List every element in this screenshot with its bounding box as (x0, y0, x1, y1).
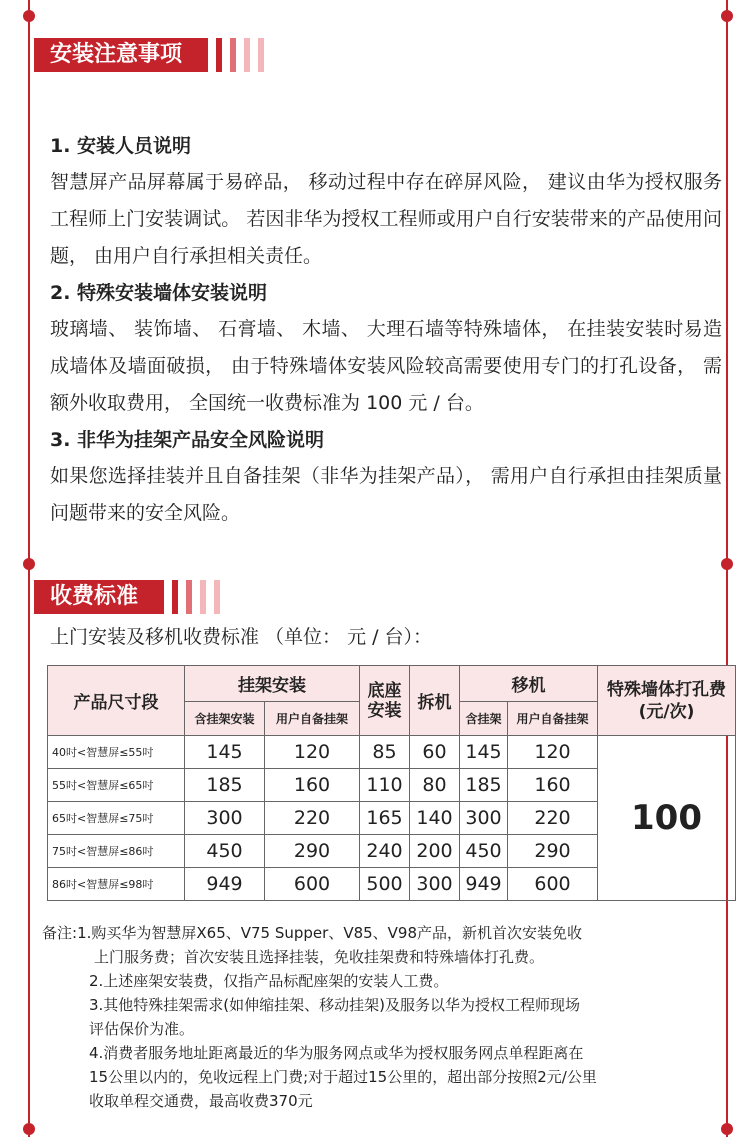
header-size: 产品尺寸段 (48, 666, 185, 736)
size-range: 40吋<智慧屏≤55吋 (48, 736, 185, 769)
border-dot (721, 1123, 733, 1135)
remark-4-line-1: 4.消费者服务地址距离最近的华为服务网点或华为授权服务网点单程距离在 (89, 1044, 584, 1062)
border-dot (721, 558, 733, 570)
header-base-install: 底座安装 (360, 666, 410, 736)
subheader-move-own-mount: 用户自备挂架 (508, 702, 598, 736)
note-body: 如果您选择挂装并且自备挂架（非华为挂架产品）， 需用户自行承担由挂架质量问题带来的安全风险。 (50, 465, 722, 524)
note-body: 玻璃墙、 装饰墙、 石膏墙、 木墙、 大理石墙等特殊墙体， 在挂装安装时易造成墙体及墙面破损， 由于特殊墙体安装风险较高需要使用专门的打孔设备， 需额外收取费用， 全国统一收费标准为 100 元 / 台。 (50, 318, 722, 414)
fee-removal: 80 (410, 769, 460, 802)
header-removal: 拆机 (410, 666, 460, 736)
border-dot (23, 1123, 35, 1135)
fee-base: 165 (360, 802, 410, 835)
section-header-install-notes (34, 38, 272, 72)
fee-base: 85 (360, 736, 410, 769)
remarks-prefix: 备注: (42, 924, 78, 942)
fee-move-with-mount: 949 (460, 868, 508, 901)
note-body: 智慧屏产品屏幕属于易碎品， 移动过程中存在碎屏风险， 建议由华为授权服务工程师上门安装调试。 若因非华为授权工程师或用户自行安装带来的产品使用问题， 由用户自行承担相关责任。 (50, 171, 722, 267)
subheader-own-mount: 用户自备挂架 (265, 702, 360, 736)
fee-removal: 60 (410, 736, 460, 769)
fee-move-with-mount: 185 (460, 769, 508, 802)
remarks (42, 922, 732, 1114)
remark-2: 2.上述座架安装费，仅指产品标配座架的安装人工费。 (89, 972, 449, 990)
border-dot (23, 10, 35, 22)
size-range: 75吋<智慧屏≤86吋 (48, 835, 185, 868)
remark-3-line-1: 3.其他特殊挂架需求(如伸缩挂架、移动挂架)及服务以华为授权工程师现场 (89, 996, 581, 1014)
fee-base: 110 (360, 769, 410, 802)
fee-with-mount: 145 (185, 736, 265, 769)
section-title: 收费标准 (34, 580, 164, 614)
fee-own-mount: 160 (265, 769, 360, 802)
fee-with-mount: 300 (185, 802, 265, 835)
fee-move-with-mount: 450 (460, 835, 508, 868)
fee-move-own-mount: 120 (508, 736, 598, 769)
fee-table (47, 665, 736, 901)
size-range: 55吋<智慧屏≤65吋 (48, 769, 185, 802)
fee-subtitle: 上门安装及移机收费标准 （单位： 元 / 台）： (50, 626, 433, 648)
subheader-with-mount: 含挂架安装 (185, 702, 265, 736)
note-heading: 3. 非华为挂架产品安全风险说明 (50, 429, 325, 451)
fee-removal: 200 (410, 835, 460, 868)
install-notes-content (50, 128, 722, 532)
size-range: 86吋<智慧屏≤98吋 (48, 868, 185, 901)
special-wall-unit: (元/次) (638, 701, 695, 722)
fee-removal: 140 (410, 802, 460, 835)
border-dot (23, 558, 35, 570)
size-range: 65吋<智慧屏≤75吋 (48, 802, 185, 835)
fee-move-own-mount: 220 (508, 802, 598, 835)
note-heading: 2. 特殊安装墙体安装说明 (50, 282, 268, 304)
header-mount-install: 挂架安装 (185, 666, 360, 702)
fee-with-mount: 185 (185, 769, 265, 802)
fee-with-mount: 949 (185, 868, 265, 901)
subheader-move-with-mount: 含挂架 (460, 702, 508, 736)
fee-move-own-mount: 600 (508, 868, 598, 901)
remark-4-line-3: 收取单程交通费，最高收费370元 (89, 1092, 313, 1110)
fee-own-mount: 120 (265, 736, 360, 769)
fee-with-mount: 450 (185, 835, 265, 868)
section-title: 安装注意事项 (34, 38, 208, 72)
header-special-wall (598, 666, 736, 736)
table-row (48, 736, 736, 769)
decorative-stripes (172, 580, 228, 614)
fee-own-mount: 600 (265, 868, 360, 901)
fee-own-mount: 220 (265, 802, 360, 835)
remark-1 (42, 922, 732, 944)
note-heading: 1. 安装人员说明 (50, 135, 192, 157)
fee-base: 500 (360, 868, 410, 901)
header-relocation: 移机 (460, 666, 598, 702)
fee-move-own-mount: 290 (508, 835, 598, 868)
special-wall-fee: 100 (598, 736, 736, 901)
fee-removal: 300 (410, 868, 460, 901)
remark-1-line-2: 上门服务费；首次安装且选择挂装，免收挂架费和特殊墙体打孔费。 (94, 948, 545, 966)
special-wall-label: 特殊墙体打孔费 (607, 679, 726, 700)
fee-move-with-mount: 300 (460, 802, 508, 835)
decorative-stripes (216, 38, 272, 72)
remark-3-line-2: 评估保价为准。 (89, 1020, 195, 1038)
fee-base: 240 (360, 835, 410, 868)
section-header-fees (34, 580, 228, 614)
fee-move-with-mount: 145 (460, 736, 508, 769)
remark-4-line-2: 15公里以内的，免收远程上门费;对于超过15公里的，超出部分按照2元/公里 (89, 1068, 597, 1086)
fee-own-mount: 290 (265, 835, 360, 868)
remark-1-line-1: 1.购买华为智慧屏X65、V75 Supper、V85、V98产品，新机首次安装免收 (77, 924, 583, 942)
fee-move-own-mount: 160 (508, 769, 598, 802)
border-dot (721, 10, 733, 22)
